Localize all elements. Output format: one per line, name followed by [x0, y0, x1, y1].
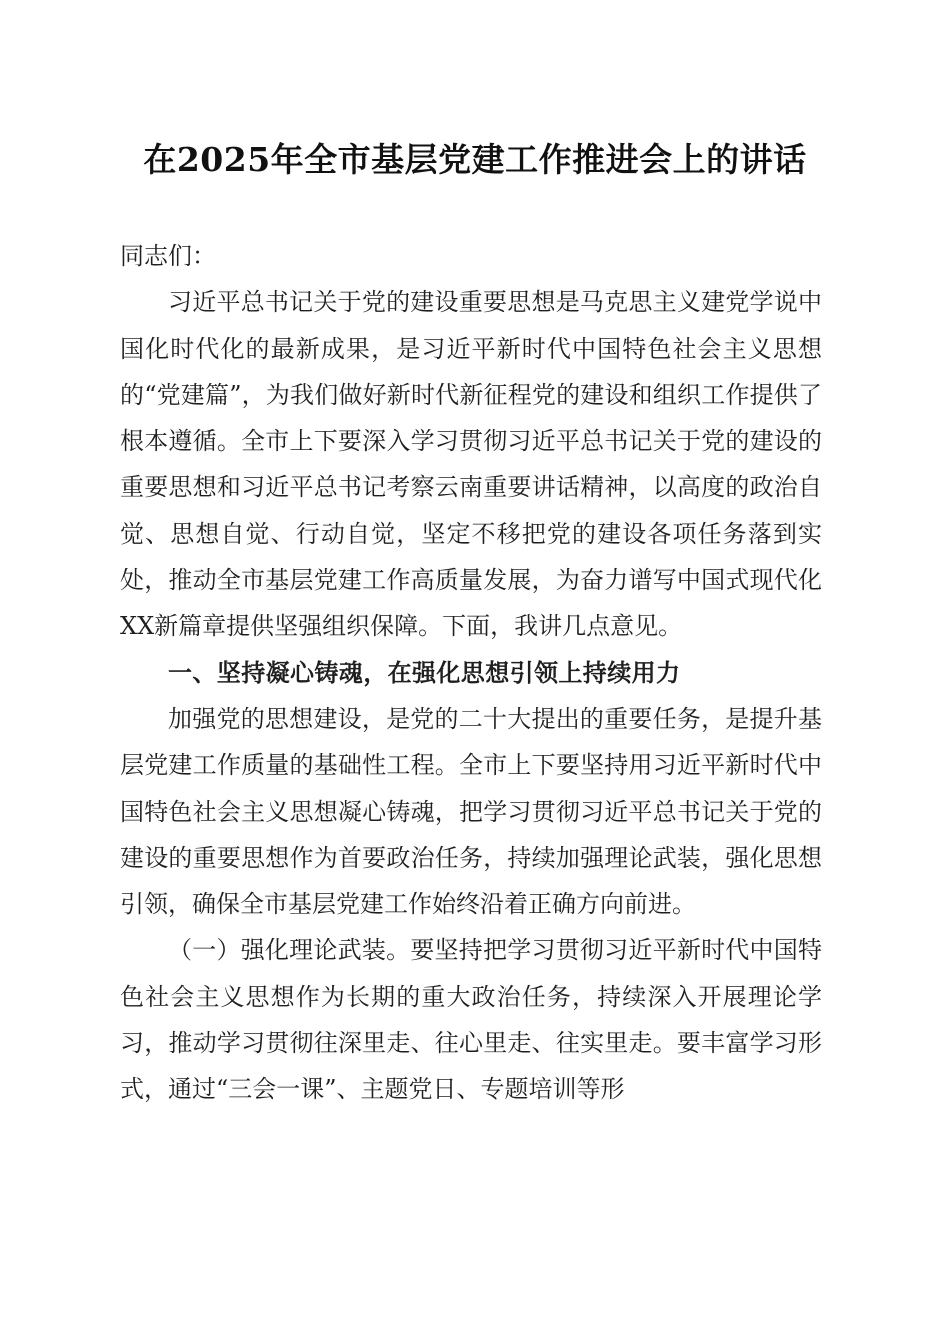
salutation: 同志们： [120, 242, 216, 270]
section-1-heading: 一、坚持凝心铸魂，在强化思想引领上持续用力 [168, 658, 681, 687]
intro-paragraph: 习近平总书记关于党的建设重要思想是马克思主义建党学说中国化时代化的最新成果，是习近平新时代中国特色社会主义思想的“党建篇”，为我们做好新时代新征程党的建设和组织工作提供了根本遵循。全市上下要深入学习贯彻习近平总书记关于党的建设的重要思想和习近平总书记考察云南重要讲话精神，以高度的政治自觉、思想自觉、行动自觉，坚定不移把党的建设各项任务落到实处，推动全市基层党建工作高质量发展，为奋力谱写中国式现代化XX新篇章提供坚强组织保障。下面，我讲几点意见。 [120, 288, 822, 641]
subsection-1-lead: （一）强化理论武装。 [168, 936, 411, 965]
subsection-1-paragraph [120, 927, 822, 1112]
section-1-paragraph: 加强党的思想建设，是党的二十大提出的重要任务，是提升基层党建工作质量的基础性工程。全市上下要坚持用习近平新时代中国特色社会主义思想凝心铸魂，把学习贯彻习近平总书记关于党的建设的重要思想作为首要政治任务，持续加强理论武装，强化思想引领，确保全市基层党建工作始终沿着正确方向前进。 [120, 704, 822, 919]
document-title: 在2025年全市基层党建工作推进会上的讲话 [143, 140, 807, 179]
subsection-1-body: 要坚持把学习贯彻习近平新时代中国特色社会主义思想作为长期的重大政治任务，持续深入开展理论学习，推动学习贯彻往深里走、往心里走、往实里走。要丰富学习形式，通过“三会一课”、主题党日、专题培训等形 [120, 936, 823, 1104]
document-body [120, 233, 822, 1113]
